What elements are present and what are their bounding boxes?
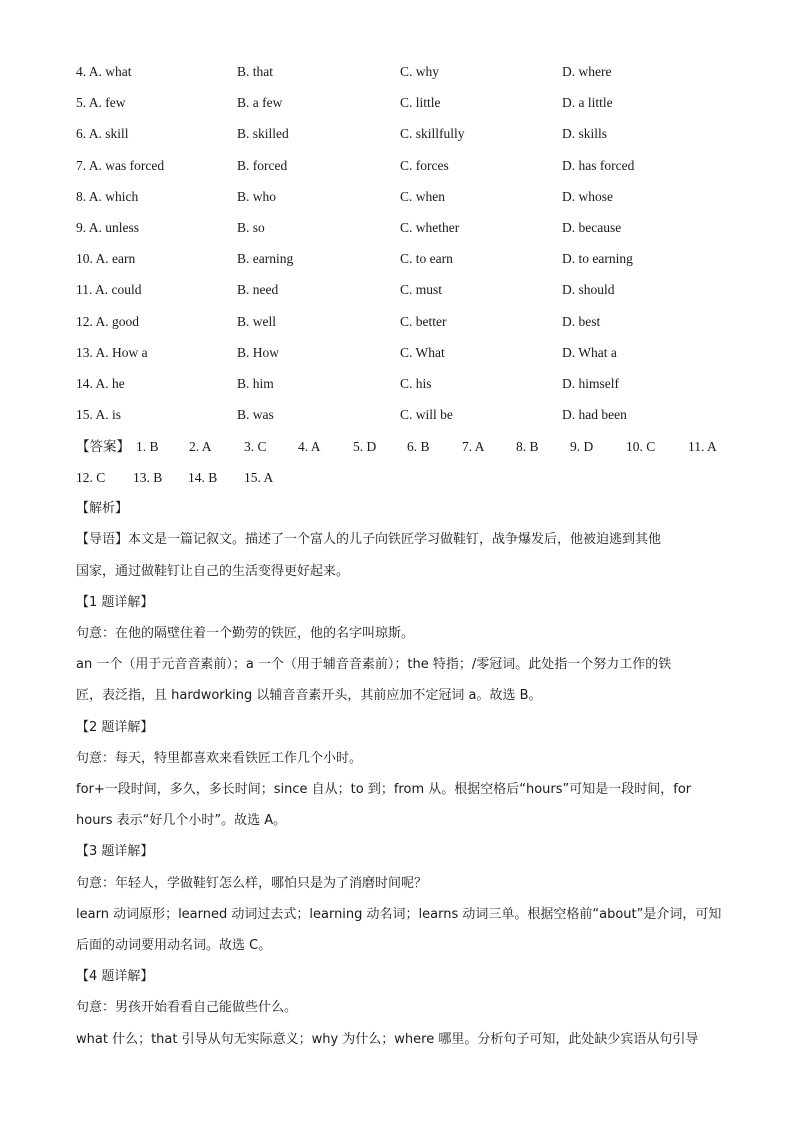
option-d: D. a little xyxy=(562,95,613,110)
intro-label: 【导语】 xyxy=(76,532,129,547)
option-a: 5. A. few xyxy=(76,95,126,110)
option-d: D. skills xyxy=(562,126,608,141)
option-b: B. skilled xyxy=(237,126,289,141)
option-row xyxy=(76,218,756,238)
q3-line-1: learn 动词原形；learned 动词过去式；learning 动名词；learns 动词三单。根据空格前“about”是介词，可知 xyxy=(76,907,722,922)
intro-text-1: 本文是一篇记叙文。描述了一个富人的儿子向铁匠学习做鞋钉，战争爆发后，他被迫逃到其他 xyxy=(128,532,662,547)
answer-item: 10. C xyxy=(626,439,656,454)
option-d: D. whose xyxy=(562,189,613,204)
q4-title: 【4 题详解】 xyxy=(76,969,154,984)
option-b: B. him xyxy=(237,376,274,391)
answer-item: 7. A xyxy=(462,439,485,454)
option-b: B. forced xyxy=(237,158,288,173)
option-row xyxy=(76,374,756,394)
option-a: 14. A. he xyxy=(76,376,125,391)
answer-item: 6. B xyxy=(407,439,430,454)
option-row xyxy=(76,405,756,425)
option-a: 6. A. skill xyxy=(76,126,129,141)
option-row xyxy=(76,280,756,300)
option-c: C. to earn xyxy=(400,251,453,266)
q2-meaning: 句意：每天，特里都喜欢来看铁匠工作几个小时。 xyxy=(76,751,363,766)
option-d: D. has forced xyxy=(562,158,635,173)
option-row xyxy=(76,156,756,176)
q3-title: 【3 题详解】 xyxy=(76,844,154,859)
option-c: C. forces xyxy=(400,158,449,173)
option-row xyxy=(76,124,756,144)
q3-meaning: 句意：年轻人，学做鞋钉怎么样，哪怕只是为了消磨时间呢？ xyxy=(76,876,428,891)
option-c: C. why xyxy=(400,64,440,79)
answer-item: 8. B xyxy=(516,439,539,454)
answer-item: 12. C xyxy=(76,470,106,485)
option-c: C. better xyxy=(400,314,447,329)
option-d: D. had been xyxy=(562,407,627,422)
intro-line-2: 国家，通过做鞋钉让自己的生活变得更好起来。 xyxy=(76,564,350,579)
option-row xyxy=(76,312,756,332)
q1-line-2: 匠，表泛指，且 hardworking 以辅音音素开头，其前应加不定冠词 a。故选 B。 xyxy=(76,688,542,703)
option-row xyxy=(76,249,756,269)
option-c: C. his xyxy=(400,376,432,391)
option-d: D. What a xyxy=(562,345,617,360)
option-row xyxy=(76,343,756,363)
option-d: D. to earning xyxy=(562,251,633,266)
answer-item: 9. D xyxy=(570,439,594,454)
q2-line-1: for+一段时间，多久，多长时间；since 自从；to 到；from 从。根据空格后“hours”可知是一段时间，for xyxy=(76,782,692,797)
option-c: C. little xyxy=(400,95,441,110)
answer-label: 【答案】 xyxy=(76,439,130,454)
option-d: D. because xyxy=(562,220,622,235)
q1-title: 【1 题详解】 xyxy=(76,595,154,610)
q3-line-2: 后面的动词要用动名词。故选 C。 xyxy=(76,938,272,953)
answer-item: 5. D xyxy=(353,439,377,454)
option-c: C. whether xyxy=(400,220,460,235)
option-d: D. where xyxy=(562,64,612,79)
option-row xyxy=(76,62,756,82)
option-a: 4. A. what xyxy=(76,64,132,79)
answer-item: 1. B xyxy=(136,439,159,454)
option-b: B. who xyxy=(237,189,277,204)
intro-line-1 xyxy=(76,530,726,550)
option-a: 13. A. How a xyxy=(76,345,148,360)
answer-row-1 xyxy=(76,437,756,457)
answer-item: 15. A xyxy=(244,470,274,485)
option-a: 12. A. good xyxy=(76,314,140,329)
option-a: 10. A. earn xyxy=(76,251,136,266)
option-d: D. should xyxy=(562,282,615,297)
answer-item: 2. A xyxy=(189,439,212,454)
answer-item: 3. C xyxy=(244,439,267,454)
option-b: B. earning xyxy=(237,251,294,266)
answer-item: 13. B xyxy=(133,470,163,485)
option-b: B. a few xyxy=(237,95,283,110)
option-b: B. How xyxy=(237,345,280,360)
option-a: 9. A. unless xyxy=(76,220,140,235)
option-b: B. need xyxy=(237,282,279,297)
option-c: C. must xyxy=(400,282,443,297)
answer-item: 11. A xyxy=(688,439,717,454)
option-c: C. when xyxy=(400,189,445,204)
q1-meaning: 句意：在他的隔壁住着一个勤劳的铁匠，他的名字叫琼斯。 xyxy=(76,626,415,641)
q4-line-1: what 什么；that 引导从句无实际意义；why 为什么；where 哪里。分析句子可知，此处缺少宾语从句引导 xyxy=(76,1032,699,1047)
option-b: B. well xyxy=(237,314,276,329)
option-d: D. himself xyxy=(562,376,619,391)
option-b: B. so xyxy=(237,220,265,235)
q2-line-2: hours 表示“好几个小时”。故选 A。 xyxy=(76,813,287,828)
option-a: 15. A. is xyxy=(76,407,122,422)
q2-title: 【2 题详解】 xyxy=(76,720,154,735)
q4-meaning: 句意：男孩开始看看自己能做些什么。 xyxy=(76,1000,298,1015)
option-b: B. that xyxy=(237,64,273,79)
answer-item: 4. A xyxy=(298,439,321,454)
option-c: C. What xyxy=(400,345,445,360)
answer-row-2 xyxy=(76,468,756,488)
option-a: 11. A. could xyxy=(76,282,142,297)
analysis-title: 【解析】 xyxy=(76,501,129,516)
q1-line-1: an 一个（用于元音音素前）；a 一个（用于辅音音素前）；the 特指；/零冠词。此处指一个努力工作的铁 xyxy=(76,657,672,672)
option-d: D. best xyxy=(562,314,601,329)
option-a: 7. A. was forced xyxy=(76,158,165,173)
option-row xyxy=(76,187,756,207)
option-a: 8. A. which xyxy=(76,189,139,204)
option-row xyxy=(76,93,756,113)
answer-item: 14. B xyxy=(188,470,218,485)
option-c: C. skillfully xyxy=(400,126,465,141)
option-c: C. will be xyxy=(400,407,453,422)
option-b: B. was xyxy=(237,407,274,422)
